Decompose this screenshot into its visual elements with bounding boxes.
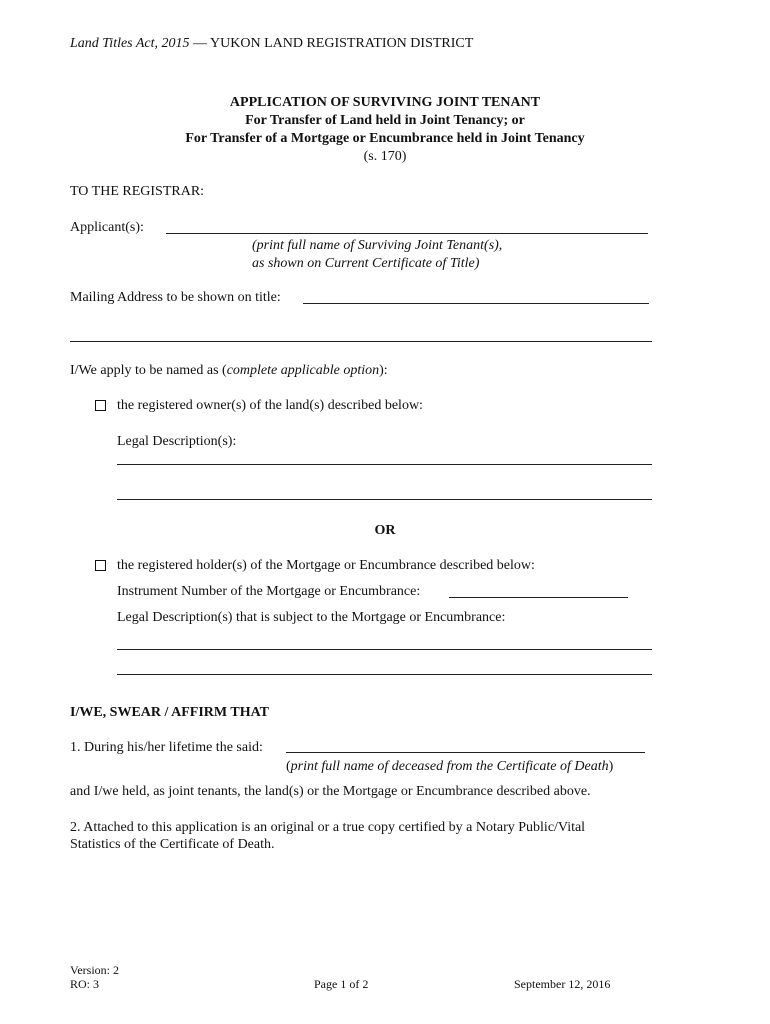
form-title: APPLICATION OF SURVIVING JOINT TENANT (229, 95, 541, 110)
instrument-number-field[interactable] (449, 582, 628, 598)
legal-description-2-line-1[interactable] (117, 649, 652, 650)
legal-description-line-2[interactable] (117, 499, 652, 500)
mailing-address-line-2[interactable] (70, 341, 652, 342)
item-2-line-1: 2. Attached to this application is an original or a true copy certified by a Notary Public/Vital (70, 820, 586, 835)
footer-version: Version: 2 (70, 963, 119, 977)
item-1-label: 1. During his/her lifetime the said: (70, 740, 263, 755)
form-subtitle-land: For Transfer of Land held in Joint Tenancy; or (245, 113, 525, 128)
instrument-number-label: Instrument Number of the Mortgage or Encumbrance: (117, 584, 421, 599)
act-title: Land Titles Act, 2015 (70, 36, 190, 51)
applicants-hint-2: as shown on Current Certificate of Title) (252, 256, 480, 271)
applicants-label: Applicant(s): (70, 220, 144, 235)
legal-description-label: Legal Description(s): (117, 434, 237, 449)
legal-description-2-label: Legal Description(s) that is subject to the Mortgage or Encumbrance: (117, 610, 506, 625)
document-header (70, 36, 473, 52)
footer-date: September 12, 2016 (514, 977, 611, 991)
district-name: — YUKON LAND REGISTRATION DISTRICT (189, 36, 474, 51)
item-2-line-2: Statistics of the Certificate of Death. (70, 837, 275, 852)
legal-description-line-1[interactable] (117, 464, 652, 465)
or-separator: OR (374, 523, 396, 538)
instrument-number-line (449, 597, 628, 598)
section-reference: (s. 170) (363, 149, 407, 164)
mailing-address-line-1 (303, 303, 649, 304)
footer-ro: RO: 3 (70, 977, 100, 991)
to-registrar: TO THE REGISTRAR: (70, 184, 205, 199)
applicants-field-line (166, 233, 648, 234)
mailing-address-field[interactable] (303, 288, 649, 304)
legal-description-2-line-2[interactable] (117, 674, 652, 675)
item-1-continuation: and I/we held, as joint tenants, the land(s) or the Mortgage or Encumbrance described above. (70, 784, 591, 799)
owner-option-checkbox[interactable] (95, 400, 106, 411)
holder-option-label: the registered holder(s) of the Mortgage or Encumbrance described below: (117, 558, 535, 573)
mailing-address-label: Mailing Address to be shown on title: (70, 290, 281, 305)
deceased-name-line (286, 752, 645, 753)
apply-instruction: I/We apply to be named as (complete applicable option): (70, 363, 388, 378)
applicants-field[interactable] (166, 218, 648, 234)
swear-affirm-heading: I/WE, SWEAR / AFFIRM THAT (70, 705, 270, 720)
form-subtitle-mortgage: For Transfer of a Mortgage or Encumbrance held in Joint Tenancy (185, 131, 585, 146)
footer-page-number: Page 1 of 2 (314, 977, 369, 991)
owner-option-label: the registered owner(s) of the land(s) described below: (117, 398, 423, 413)
holder-option-checkbox[interactable] (95, 560, 106, 571)
applicants-hint-1: (print full name of Surviving Joint Tenant(s), (252, 238, 503, 253)
deceased-name-hint: (print full name of deceased from the Certificate of Death) (286, 759, 614, 774)
